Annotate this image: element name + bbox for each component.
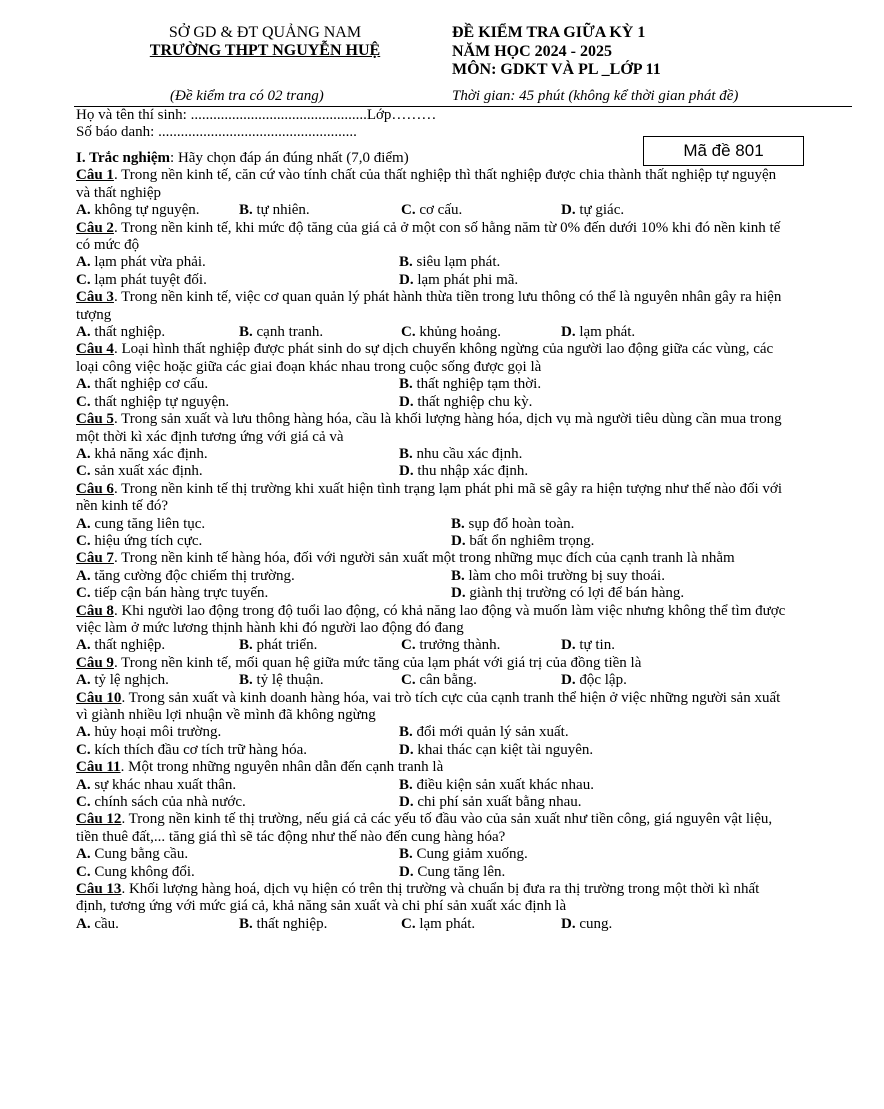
option-text: sự khác nhau xuất thân. — [90, 776, 237, 793]
question-text: . Trong nền kinh tế, căn cứ vào tính chất của thất nghiệp thì thất nghiệp được chia thành thất nghiệp tự nguyện và thất nghiệp — [76, 167, 777, 201]
answer-option[interactable] — [239, 324, 401, 341]
answer-option[interactable] — [561, 672, 791, 689]
question-text: . Một trong những nguyên nhân dẫn đến cạnh tranh là — [120, 759, 444, 776]
option-letter: A. — [76, 672, 91, 689]
question-item — [76, 289, 792, 341]
subject: MÔN: GDKT VÀ PL _LỚP 11 — [452, 61, 661, 78]
option-text: bất ổn nghiêm trọng. — [465, 532, 595, 549]
question-number: Câu 1 — [76, 167, 114, 184]
option-letter: B. — [239, 915, 253, 932]
question-item — [76, 759, 792, 811]
answer-option[interactable] — [561, 324, 791, 341]
answer-option[interactable] — [399, 742, 792, 759]
answer-option[interactable] — [76, 324, 239, 341]
answer-option[interactable] — [76, 864, 399, 881]
answer-option[interactable] — [76, 254, 399, 271]
answer-option[interactable] — [76, 202, 239, 219]
option-text: tiếp cận bán hàng trực tuyến. — [90, 585, 269, 602]
answer-option[interactable] — [76, 672, 239, 689]
question-number: Câu 6 — [76, 480, 114, 497]
question-item — [76, 603, 792, 655]
option-letter: C. — [76, 585, 91, 602]
answer-option[interactable] — [399, 724, 792, 741]
answer-option[interactable] — [76, 846, 399, 863]
option-letter: D. — [561, 324, 576, 341]
answer-option[interactable] — [451, 568, 792, 585]
answer-option[interactable] — [239, 202, 401, 219]
student-name-line: Họ và tên thí sinh: ...............................................Lớp……… — [76, 107, 437, 123]
option-text: tự nhiên. — [252, 202, 310, 219]
option-text: Cung giảm xuống. — [412, 846, 528, 863]
answer-option[interactable] — [76, 724, 399, 741]
question-stem — [76, 220, 792, 255]
answer-option[interactable] — [399, 272, 792, 289]
answer-row — [76, 533, 792, 550]
option-letter: B. — [451, 567, 465, 584]
option-text: hủy hoại môi trường. — [90, 724, 222, 741]
answer-row — [76, 637, 792, 654]
answer-option[interactable] — [399, 394, 792, 411]
question-stem — [76, 167, 792, 202]
question-text: . Trong sản xuất và lưu thông hàng hóa, cầu là khối lượng hàng hóa, dịch vụ mà người tiêu dùng cần mua trong một thời kì xác định tương ứng với giá cả và — [76, 411, 782, 445]
option-text: thất nghiệp tạm thời. — [412, 376, 542, 393]
question-item — [76, 411, 792, 481]
option-letter: D. — [561, 202, 576, 219]
question-text: . Trong nền kinh tế thị trường, nếu giá cả các yếu tố đầu vào của sản xuất như tiền công, giá nguyên vật liệu, tiền thuê đất,... tăng giá thì sẽ tác động như thế nào đến cung hàng hóa? — [76, 811, 773, 845]
answer-row — [76, 272, 792, 289]
answer-option[interactable] — [76, 794, 399, 811]
school-header — [125, 24, 405, 60]
option-letter: B. — [399, 776, 413, 793]
option-text: phát triển. — [252, 637, 318, 654]
option-text: lạm phát. — [575, 324, 636, 341]
option-letter: A. — [76, 254, 91, 271]
option-text: hiệu ứng tích cực. — [90, 532, 203, 549]
option-letter: A. — [76, 637, 91, 654]
answer-row — [76, 794, 792, 811]
option-text: tỷ lệ thuận. — [252, 672, 324, 689]
answer-row — [76, 846, 792, 863]
answer-row — [76, 585, 792, 602]
option-text: thất nghiệp. — [252, 915, 328, 932]
option-text: thất nghiệp. — [90, 324, 166, 341]
answer-option[interactable] — [76, 516, 451, 533]
option-letter: B. — [399, 376, 413, 393]
option-text: khả năng xác định. — [90, 445, 208, 462]
section-heading — [76, 150, 792, 167]
answer-option[interactable] — [239, 916, 401, 933]
option-text: tự giác. — [575, 202, 625, 219]
question-stem — [76, 690, 792, 725]
option-text: cung. — [575, 915, 613, 932]
answer-option[interactable] — [76, 533, 451, 550]
answer-row — [76, 864, 792, 881]
question-stem — [76, 289, 792, 324]
option-text: lạm phát. — [415, 915, 476, 932]
option-text: lạm phát tuyệt đối. — [90, 271, 207, 288]
answer-option[interactable] — [76, 637, 239, 654]
question-item — [76, 655, 792, 690]
answer-option[interactable] — [76, 742, 399, 759]
question-number: Câu 13 — [76, 881, 122, 898]
answer-option[interactable] — [401, 916, 561, 933]
option-letter: C. — [401, 637, 416, 654]
question-number: Câu 10 — [76, 689, 122, 706]
option-letter: D. — [399, 271, 414, 288]
question-number: Câu 2 — [76, 219, 114, 236]
question-stem — [76, 655, 792, 672]
answer-option[interactable] — [76, 568, 451, 585]
exam-body — [76, 150, 792, 933]
answer-row — [76, 724, 792, 741]
question-number: Câu 11 — [76, 759, 121, 776]
question-number: Câu 3 — [76, 289, 114, 306]
option-letter: C. — [76, 863, 91, 880]
question-text: . Khối lượng hàng hoá, dịch vụ hiện có trên thị trường và chuẩn bị đưa ra thị trường trong một thời kì nhất định, tương ứng với mức giá cả, khả năng sản xuất và chi phí sản xuất xác định là — [76, 881, 760, 915]
question-item — [76, 811, 792, 881]
option-text: kích thích đầu cơ tích trữ hàng hóa. — [90, 741, 308, 758]
option-text: thất nghiệp. — [90, 637, 166, 654]
option-text: tỷ lệ nghịch. — [90, 672, 169, 689]
option-letter: D. — [399, 863, 414, 880]
answer-row — [76, 376, 792, 393]
option-letter: C. — [76, 741, 91, 758]
option-text: lạm phát vừa phải. — [90, 254, 206, 271]
answer-option[interactable] — [561, 637, 791, 654]
time-note: Thời gian: 45 phút (không kể thời gian phát đề) — [452, 88, 739, 104]
option-text: không tự nguyện. — [90, 202, 200, 219]
answer-row — [76, 516, 792, 533]
answer-option[interactable] — [76, 777, 399, 794]
question-text: . Trong sản xuất và kinh doanh hàng hóa, vai trò tích cực của cạnh tranh thể hiện ở việc những người sản xuất vì giành nhiều lợi nhuận về mình đã không ngừng — [76, 689, 781, 723]
answer-option[interactable] — [399, 254, 792, 271]
question-number: Câu 4 — [76, 341, 114, 358]
option-letter: B. — [399, 724, 413, 741]
answer-row — [76, 446, 792, 463]
option-letter: D. — [561, 915, 576, 932]
answer-option[interactable] — [76, 446, 399, 463]
question-item — [76, 220, 792, 290]
question-text: . Loại hình thất nghiệp được phát sinh do sự dịch chuyển không ngừng của người lao động giữa các vùng, các loại công việc hoặc giữa các giai đoạn khác nhau trong cuộc sống được gọi là — [76, 341, 774, 375]
option-letter: A. — [76, 915, 91, 932]
option-text: cung tăng liên tục. — [90, 515, 206, 532]
option-text: lạm phát phi mã. — [413, 271, 519, 288]
answer-option[interactable] — [561, 916, 791, 933]
option-text: chi phí sản xuất bằng nhau. — [413, 794, 582, 811]
answer-option[interactable] — [401, 202, 561, 219]
option-letter: A. — [76, 202, 91, 219]
pages-note: (Đề kiểm tra có 02 trang) — [170, 88, 324, 104]
question-text: . Trong nền kinh tế, việc cơ quan quản lý phát hành thừa tiền trong lưu thông có thể là nguyên nhân gây ra hiện tượng — [76, 289, 782, 323]
option-text: cơ cấu. — [415, 202, 463, 219]
option-letter: C. — [401, 672, 416, 689]
section-title: I. Trắc nghiệm — [76, 150, 171, 166]
question-stem — [76, 603, 792, 638]
question-text: . Trong nền kinh tế, mối quan hệ giữa mức tăng của lạm phát với giá trị của đồng tiền là — [113, 654, 642, 671]
question-item — [76, 167, 792, 219]
question-number: Câu 7 — [76, 550, 114, 567]
answer-row — [76, 742, 792, 759]
question-item — [76, 690, 792, 760]
answer-row — [76, 568, 792, 585]
question-item — [76, 881, 792, 933]
option-letter: A. — [76, 515, 91, 532]
option-text: đổi mới quản lý sản xuất. — [412, 724, 569, 741]
option-letter: A. — [76, 724, 91, 741]
answer-option[interactable] — [76, 394, 399, 411]
question-text: . Trong nền kinh tế hàng hóa, đối với người sản xuất một trong những mục đích của cạnh tranh là nhằm — [113, 550, 735, 567]
option-letter: D. — [399, 794, 414, 811]
answer-row — [76, 916, 792, 933]
answer-option[interactable] — [76, 376, 399, 393]
question-stem — [76, 341, 792, 376]
option-letter: D. — [399, 741, 414, 758]
answer-option[interactable] — [451, 585, 792, 602]
question-stem — [76, 811, 792, 846]
option-letter: A. — [76, 376, 91, 393]
option-letter: B. — [239, 324, 253, 341]
answer-row — [76, 463, 792, 480]
question-text: . Trong nền kinh tế thị trường khi xuất hiện tình trạng lạm phát phi mã sẽ gây ra hiện tượng như thế nào đối với nền kinh tế đó? — [76, 480, 783, 515]
answer-option[interactable] — [239, 672, 401, 689]
answer-option[interactable] — [76, 585, 451, 602]
answer-option[interactable] — [239, 637, 401, 654]
answer-option[interactable] — [401, 637, 561, 654]
question-text: . Khi người lao động trong độ tuổi lao động, có khả năng lao động và muốn làm việc nhưng không thể tìm được việc làm ở mức lương thịnh hành khi đó người lao động đó đang — [76, 602, 786, 636]
question-number: Câu 8 — [76, 602, 114, 619]
answer-row — [76, 324, 792, 341]
exam-code-box: Mã đề 801 — [643, 136, 804, 166]
option-text: giành thị trường có lợi để bán hàng. — [465, 585, 685, 602]
option-text: thất nghiệp chu kỳ. — [413, 393, 533, 410]
question-item — [76, 341, 792, 411]
question-number: Câu 12 — [76, 811, 122, 828]
answer-row — [76, 202, 792, 219]
answer-row — [76, 254, 792, 271]
option-letter: C. — [401, 324, 416, 341]
answer-option[interactable] — [399, 794, 792, 811]
question-list — [76, 167, 792, 933]
option-text: làm cho môi trường bị suy thoái. — [464, 567, 665, 584]
answer-option[interactable] — [76, 916, 239, 933]
option-letter: D. — [399, 463, 414, 480]
answer-row — [76, 777, 792, 794]
option-letter: C. — [401, 915, 416, 932]
answer-option[interactable] — [399, 376, 792, 393]
option-text: thu nhập xác định. — [413, 463, 529, 480]
exam-title: ĐỀ KIỂM TRA GIỮA KỲ 1 — [452, 24, 646, 41]
option-letter: A. — [76, 846, 91, 863]
option-letter: D. — [561, 637, 576, 654]
answer-option[interactable] — [401, 672, 561, 689]
option-letter: A. — [76, 567, 91, 584]
answer-option[interactable] — [399, 463, 792, 480]
option-letter: C. — [76, 271, 91, 288]
option-letter: C. — [76, 463, 91, 480]
student-id-line: Số báo danh: ..................................................... — [76, 124, 357, 141]
option-letter: B. — [239, 637, 253, 654]
option-letter: C. — [76, 393, 91, 410]
answer-option[interactable] — [401, 324, 561, 341]
exam-header — [452, 24, 661, 80]
option-text: điều kiện sản xuất khác nhau. — [412, 776, 594, 793]
option-letter: B. — [239, 202, 253, 219]
question-stem — [76, 881, 792, 916]
option-text: Cung tăng lên. — [413, 863, 506, 880]
option-letter: A. — [76, 445, 91, 462]
question-item — [76, 481, 792, 551]
option-text: thất nghiệp tự nguyện. — [90, 393, 230, 410]
section-instruction: : Hãy chọn đáp án đúng nhất (7,0 điểm) — [170, 150, 409, 166]
student-info — [76, 107, 436, 142]
question-text: . Trong nền kinh tế, khi mức độ tăng của giá cả ở một con số hằng năm từ 0% đến dưới 10% khi đó nền kinh tế có mức độ — [76, 219, 781, 254]
option-text: thất nghiệp cơ cấu. — [90, 376, 209, 393]
answer-option[interactable] — [399, 864, 792, 881]
option-letter: D. — [399, 393, 414, 410]
answer-option[interactable] — [399, 846, 792, 863]
option-letter: C. — [76, 794, 91, 811]
option-text: độc lập. — [575, 672, 627, 689]
answer-row — [76, 672, 792, 689]
question-stem — [76, 550, 792, 567]
department-name: SỞ GD & ĐT QUẢNG NAM — [168, 24, 362, 41]
option-text: chính sách của nhà nước. — [90, 794, 246, 811]
option-letter: B. — [451, 515, 465, 532]
option-text: cầu. — [90, 915, 119, 932]
option-letter: A. — [76, 776, 91, 793]
answer-option[interactable] — [76, 272, 399, 289]
option-letter: B. — [399, 445, 413, 462]
answer-row — [76, 394, 792, 411]
option-text: Cung không đổi. — [90, 863, 195, 880]
question-stem — [76, 759, 792, 776]
option-text: trưởng thành. — [415, 637, 501, 654]
option-letter: B. — [239, 672, 253, 689]
option-letter: B. — [399, 846, 413, 863]
option-text: tăng cường độc chiếm thị trường. — [90, 567, 295, 584]
option-text: khai thác cạn kiệt tài nguyên. — [413, 741, 594, 758]
question-number: Câu 5 — [76, 411, 114, 428]
option-letter: C. — [76, 532, 91, 549]
option-text: nhu cầu xác định. — [412, 445, 523, 462]
option-text: sản xuất xác định. — [90, 463, 203, 480]
school-name: TRƯỜNG THPT NGUYỄN HUỆ — [149, 42, 381, 59]
answer-option[interactable] — [561, 202, 791, 219]
option-text: cân bằng. — [415, 672, 477, 689]
option-text: Cung bằng cầu. — [90, 846, 189, 863]
option-letter: B. — [399, 254, 413, 271]
option-letter: D. — [451, 532, 466, 549]
question-item — [76, 550, 792, 602]
option-text: sụp đổ hoàn toàn. — [464, 515, 575, 532]
answer-option[interactable] — [399, 777, 792, 794]
answer-option[interactable] — [76, 463, 399, 480]
option-letter: D. — [451, 585, 466, 602]
question-stem — [76, 481, 792, 516]
answer-option[interactable] — [399, 446, 792, 463]
answer-option[interactable] — [451, 516, 792, 533]
answer-option[interactable] — [451, 533, 792, 550]
option-text: siêu lạm phát. — [412, 254, 501, 271]
option-text: khủng hoảng. — [415, 324, 502, 341]
option-letter: A. — [76, 324, 91, 341]
option-text: cạnh tranh. — [252, 324, 324, 341]
school-year: NĂM HỌC 2024 - 2025 — [452, 42, 612, 60]
option-letter: D. — [561, 672, 576, 689]
option-letter: C. — [401, 202, 416, 219]
option-text: tự tin. — [575, 637, 615, 654]
question-number: Câu 9 — [76, 654, 114, 671]
question-stem — [76, 411, 792, 446]
